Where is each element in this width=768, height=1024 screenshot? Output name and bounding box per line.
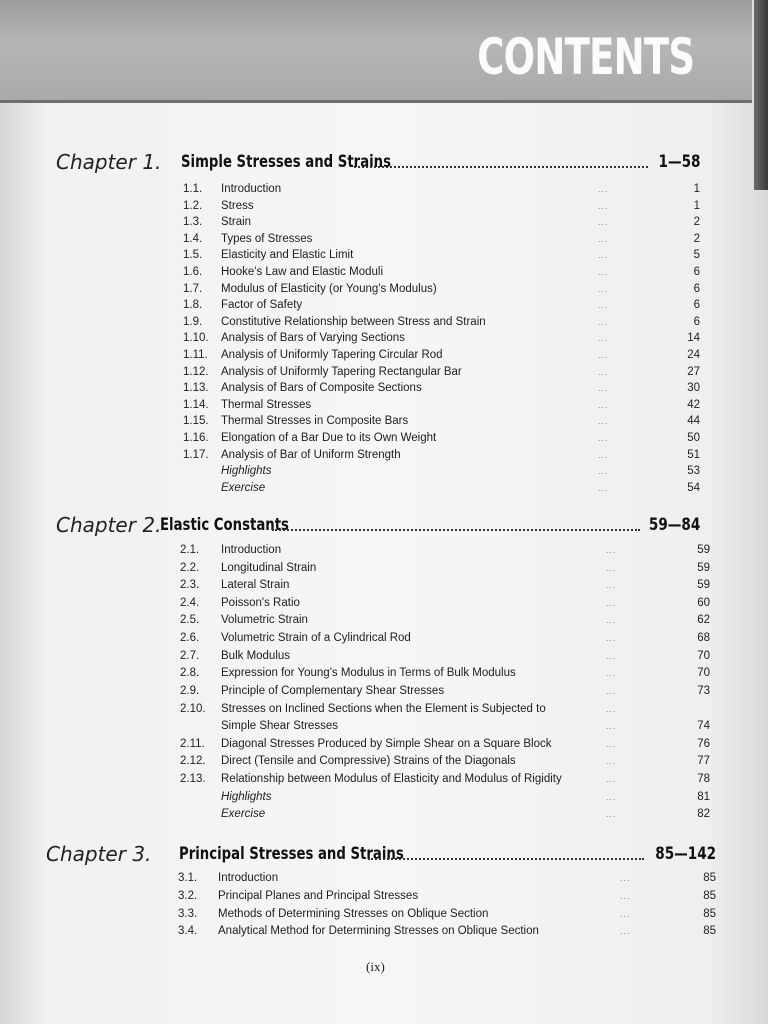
section-page: 77 <box>697 755 710 767</box>
section-page: 81 <box>697 791 710 803</box>
dot-leader: ... <box>598 300 609 310</box>
toc-entry <box>180 736 710 753</box>
dot-leader: ... <box>598 267 609 277</box>
section-title: Introduction <box>218 872 279 884</box>
chapter-title: Simple Stresses and Strains <box>181 152 392 172</box>
toc-entry <box>180 665 710 682</box>
section-number: 2.3. <box>180 579 200 591</box>
section-title: Principle of Complementary Shear Stresses <box>221 685 445 697</box>
dot-leader: ... <box>598 333 609 343</box>
section-number: 1.2. <box>183 200 203 212</box>
toc-entry <box>183 463 700 480</box>
section-title: Principal Planes and Principal Stresses <box>218 890 419 902</box>
section-title: Analysis of Uniformly Tapering Rectangular Bar <box>221 366 462 378</box>
dot-leader: ... <box>606 721 617 731</box>
toc-entry <box>180 753 710 770</box>
dot-leader: ... <box>598 317 609 327</box>
section-title: Methods of Determining Stresses on Oblique Section <box>218 908 489 920</box>
dot-leader: ... <box>620 891 631 901</box>
section-number: 2.5. <box>180 614 200 626</box>
section-page: 2 <box>693 233 700 245</box>
dot-leader: ... <box>598 201 609 211</box>
section-page: 59 <box>697 544 710 556</box>
chapter-title: Elastic Constants <box>160 515 289 535</box>
dot-leader: ... <box>598 416 609 426</box>
section-extra-title: Highlights <box>221 791 272 803</box>
toc-entry <box>180 683 710 700</box>
dot-leader: ... <box>598 217 609 227</box>
dot-leader: ... <box>606 774 617 784</box>
dot-leader: ... <box>606 739 617 749</box>
section-page: 51 <box>687 449 700 461</box>
section-page: 62 <box>697 614 710 626</box>
chapter-label: Chapter 3. <box>46 842 152 866</box>
section-number: 2.13. <box>180 773 206 785</box>
section-number: 1.11. <box>183 349 208 361</box>
toc-entry <box>180 771 710 788</box>
section-number: 1.14. <box>183 399 209 411</box>
section-title: Types of Stresses <box>221 233 313 245</box>
section-title: Introduction <box>221 183 282 195</box>
section-number: 1.8. <box>183 299 203 311</box>
toc-entry <box>180 542 710 559</box>
dot-leader: ... <box>598 450 609 460</box>
dot-leader: ... <box>606 633 617 643</box>
section-page: 44 <box>687 415 700 427</box>
toc-entry <box>180 806 710 823</box>
section-number: 2.10. <box>180 703 206 715</box>
dot-leader: ... <box>606 756 617 766</box>
section-number: 1.17. <box>183 449 209 461</box>
dot-leader <box>354 164 648 168</box>
section-number: 1.15. <box>183 415 209 427</box>
section-title: Volumetric Strain of a Cylindrical Rod <box>221 632 411 644</box>
section-number: 1.5. <box>183 249 203 261</box>
toc-entry <box>183 198 700 215</box>
section-title: Analysis of Uniformly Tapering Circular Rod <box>221 349 443 361</box>
section-page: 6 <box>693 299 700 311</box>
dot-leader: ... <box>606 545 617 555</box>
section-title: Elongation of a Bar Due to its Own Weight <box>221 432 437 444</box>
dot-leader <box>368 856 644 860</box>
section-page: 5 <box>693 249 700 261</box>
toc-entry <box>180 701 710 718</box>
toc-entry <box>180 577 710 594</box>
toc-entry <box>183 181 700 198</box>
section-page: 27 <box>687 366 700 378</box>
chapter-page-range: 1—58 <box>658 152 700 172</box>
dot-leader <box>272 527 640 531</box>
section-page: 2 <box>693 216 700 228</box>
section-title: Longitudinal Strain <box>221 562 317 574</box>
section-number: 2.2. <box>180 562 200 574</box>
dot-leader: ... <box>598 483 609 493</box>
toc-entry <box>183 314 700 331</box>
dot-leader: ... <box>598 383 609 393</box>
section-number: 1.1. <box>183 183 203 195</box>
section-page: 68 <box>697 632 710 644</box>
dot-leader: ... <box>606 598 617 608</box>
dot-leader: ... <box>598 433 609 443</box>
dot-leader: ... <box>620 926 631 936</box>
section-number: 2.11. <box>180 738 205 750</box>
section-number: 1.9. <box>183 316 203 328</box>
toc-entry <box>183 231 700 248</box>
section-title: Volumetric Strain <box>221 614 308 626</box>
section-page: 24 <box>687 349 700 361</box>
dot-leader: ... <box>598 350 609 360</box>
toc-entry <box>180 595 710 612</box>
section-title: Lateral Strain <box>221 579 290 591</box>
toc-entry <box>180 630 710 647</box>
dot-leader: ... <box>606 686 617 696</box>
chapter-label: Chapter 1. <box>56 150 162 174</box>
dot-leader: ... <box>620 909 631 919</box>
section-page: 59 <box>697 579 710 591</box>
section-number: 2.12. <box>180 755 206 767</box>
section-number: 1.16. <box>183 432 209 444</box>
section-page: 85 <box>703 908 716 920</box>
toc-entry <box>183 297 700 314</box>
section-page: 6 <box>693 316 700 328</box>
section-number: 2.9. <box>180 685 200 697</box>
dot-leader: ... <box>598 234 609 244</box>
section-title: Analytical Method for Determining Stresses on Oblique Section <box>218 925 539 937</box>
chapter-title: Principal Stresses and Strains <box>179 844 404 864</box>
section-page: 50 <box>687 432 700 444</box>
dot-leader: ... <box>606 704 617 714</box>
section-title: Poisson's Ratio <box>221 597 300 609</box>
dot-leader: ... <box>620 873 631 883</box>
dot-leader: ... <box>598 400 609 410</box>
section-title: Modulus of Elasticity (or Young's Modulus) <box>221 283 437 295</box>
dot-leader: ... <box>598 250 609 260</box>
section-title: Bulk Modulus <box>221 650 291 662</box>
section-title: Factor of Safety <box>221 299 303 311</box>
toc-entry <box>178 888 716 905</box>
toc-entry <box>183 347 700 364</box>
section-number: 3.3. <box>178 908 198 920</box>
section-number: 1.4. <box>183 233 203 245</box>
chapter-page-range: 59—84 <box>648 515 700 535</box>
section-title: Analysis of Bars of Varying Sections <box>221 332 405 344</box>
section-page: 53 <box>687 465 700 477</box>
section-page: 59 <box>697 562 710 574</box>
section-title: Simple Shear Stresses <box>221 720 338 732</box>
section-page: 30 <box>687 382 700 394</box>
section-title: Thermal Stresses in Composite Bars <box>221 415 409 427</box>
section-title: Hooke's Law and Elastic Moduli <box>221 266 383 278</box>
section-title: Introduction <box>221 544 282 556</box>
chapter-heading <box>0 842 768 872</box>
dot-leader: ... <box>598 284 609 294</box>
section-number: 1.6. <box>183 266 203 278</box>
section-title: Elasticity and Elastic Limit <box>221 249 354 261</box>
toc-entry <box>183 480 700 497</box>
toc-entry <box>180 612 710 629</box>
section-title: Direct (Tensile and Compressive) Strains of the Diagonals <box>221 755 516 767</box>
section-number: 1.13. <box>183 382 209 394</box>
section-title: Diagonal Stresses Produced by Simple Shear on a Square Block <box>221 738 552 750</box>
section-page: 42 <box>687 399 700 411</box>
chapter-heading <box>0 513 768 543</box>
section-number: 1.12. <box>183 366 209 378</box>
section-page: 70 <box>697 667 710 679</box>
section-number: 1.10. <box>183 332 209 344</box>
section-page: 73 <box>697 685 710 697</box>
toc-entry <box>178 906 716 923</box>
section-page: 6 <box>693 283 700 295</box>
section-page: 6 <box>693 266 700 278</box>
dot-leader: ... <box>606 615 617 625</box>
section-page: 78 <box>697 773 710 785</box>
section-title: Expression for Young's Modulus in Terms of Bulk Modulus <box>221 667 516 679</box>
section-number: 2.6. <box>180 632 200 644</box>
contents-heading: CONTENTS <box>476 28 694 86</box>
section-number: 1.7. <box>183 283 203 295</box>
chapter-heading <box>0 150 768 180</box>
section-page: 1 <box>693 183 700 195</box>
section-extra-title: Exercise <box>221 482 266 494</box>
toc-entry <box>180 648 710 665</box>
section-title: Constitutive Relationship between Stress and Strain <box>221 316 486 328</box>
dot-leader: ... <box>598 184 609 194</box>
section-number: 3.1. <box>178 872 198 884</box>
section-page: 85 <box>703 925 716 937</box>
toc-entry <box>180 789 710 806</box>
toc-entry <box>183 330 700 347</box>
section-page: 85 <box>703 872 716 884</box>
section-number: 2.4. <box>180 597 200 609</box>
toc-entry <box>178 923 716 940</box>
dot-leader: ... <box>606 809 617 819</box>
dot-leader: ... <box>606 580 617 590</box>
toc-entry <box>180 718 710 735</box>
toc-entry <box>183 413 700 430</box>
section-page: 60 <box>697 597 710 609</box>
chapter-page-range: 85—142 <box>655 844 716 864</box>
section-number: 2.8. <box>180 667 200 679</box>
section-page: 14 <box>687 332 700 344</box>
toc-entry <box>183 214 700 231</box>
section-page: 1 <box>693 200 700 212</box>
section-page: 85 <box>703 890 716 902</box>
dot-leader: ... <box>606 651 617 661</box>
toc-entry <box>183 247 700 264</box>
toc-entry <box>183 397 700 414</box>
section-number: 3.2. <box>178 890 198 902</box>
toc-entry <box>183 364 700 381</box>
section-number: 1.3. <box>183 216 203 228</box>
section-title: Thermal Stresses <box>221 399 312 411</box>
section-page: 82 <box>697 808 710 820</box>
section-title: Analysis of Bar of Uniform Strength <box>221 449 401 461</box>
section-page: 76 <box>697 738 710 750</box>
section-title: Stresses on Inclined Sections when the Element is Subjected to <box>221 703 546 715</box>
section-page: 54 <box>687 482 700 494</box>
toc-entry <box>183 380 700 397</box>
toc-entry <box>178 870 716 887</box>
toc-entry <box>180 560 710 577</box>
header-rule <box>0 100 752 103</box>
section-extra-title: Exercise <box>221 808 266 820</box>
toc-entry <box>183 447 700 464</box>
dot-leader: ... <box>598 466 609 476</box>
toc-entry <box>183 264 700 281</box>
chapter-label: Chapter 2. <box>56 513 162 537</box>
section-number: 3.4. <box>178 925 198 937</box>
toc-entry <box>183 430 700 447</box>
section-page: 70 <box>697 650 710 662</box>
dot-leader: ... <box>606 563 617 573</box>
dot-leader: ... <box>598 367 609 377</box>
section-title: Analysis of Bars of Composite Sections <box>221 382 422 394</box>
toc-entry <box>183 281 700 298</box>
section-number: 2.1. <box>180 544 200 556</box>
section-title: Stress <box>221 200 254 212</box>
section-number: 2.7. <box>180 650 200 662</box>
dot-leader: ... <box>606 668 617 678</box>
dot-leader: ... <box>606 792 617 802</box>
section-title: Strain <box>221 216 252 228</box>
section-extra-title: Highlights <box>221 465 272 477</box>
section-title: Relationship between Modulus of Elasticity and Modulus of Rigidity <box>221 773 562 785</box>
section-page: 74 <box>697 720 710 732</box>
page-number: (ix) <box>366 959 385 974</box>
